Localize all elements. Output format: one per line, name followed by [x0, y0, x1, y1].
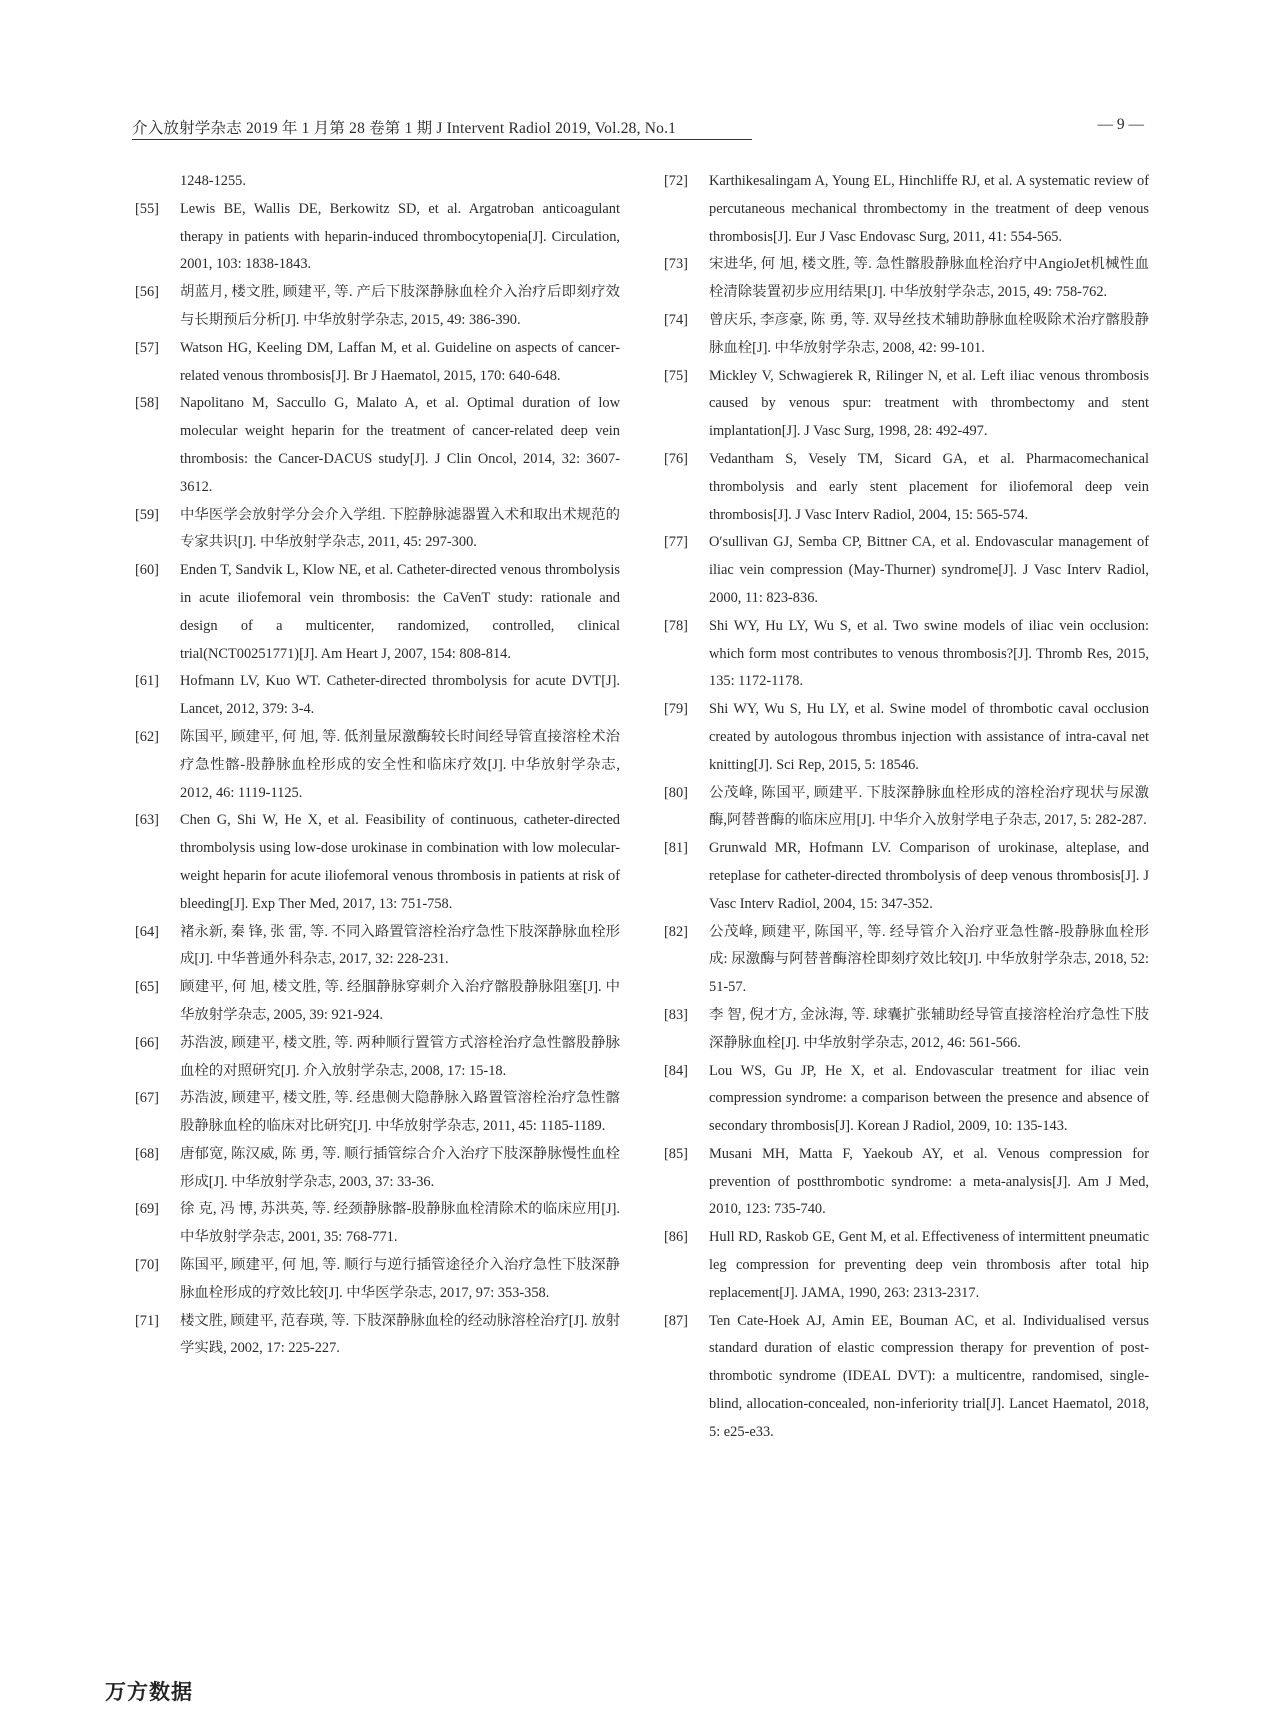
reference-number: [78]: [664, 617, 688, 634]
reference-number: [80]: [664, 784, 688, 801]
reference-number: [84]: [664, 1062, 688, 1079]
reference-number: [76]: [664, 450, 688, 467]
reference-item: [135, 919, 620, 975]
reference-text: 公茂峰, 陈国平, 顾建平. 下肢深静脉血栓形成的溶栓治疗现状与尿激酶,阿替普酶的临床应用[J]. 中华介入放射学电子杂志, 2017, 5: 282-287.: [709, 784, 1149, 829]
reference-item: [135, 1030, 620, 1086]
reference-text: Chen G, Shi W, He X, et al. Feasibility of continuous, catheter-directed thrombolysis using low-dose urokinase in combination with low molecular-weight heparin for acute iliofemoral venous thrombosis in patients at risk of bleeding[J]. Exp Ther Med, 2017, 13: 751-758.: [180, 812, 620, 912]
reference-item: [664, 780, 1149, 836]
reference-item: [135, 335, 620, 391]
reference-text: 胡蓝月, 楼文胜, 顾建平, 等. 产后下肢深静脉血栓介入治疗后即刻疗效与长期预后分析[J]. 中华放射学杂志, 2015, 49: 386-390.: [180, 284, 620, 328]
reference-number: [59]: [135, 506, 159, 523]
reference-number: [66]: [135, 1034, 159, 1051]
reference-text: Vedantham S, Vesely TM, Sicard GA, et al. Pharmacomechanical thrombolysis and early stent placement for iliofemoral deep vein thrombosis[J]. J Vasc Interv Radiol, 2004, 15: 565-574.: [709, 450, 1149, 523]
reference-item: [664, 1002, 1149, 1058]
reference-item: [135, 668, 620, 724]
reference-text: Enden T, Sandvik L, Klow NE, et al. Catheter-directed venous thrombolysis in acute iliofemoral vein thrombosis: the CaVenT study: rationale and design of a multicenter, randomized, controlled, clinical trial(NCT00251771)[J]. Am Heart J, 2007, 154: 808-814.: [180, 562, 620, 662]
reference-item: [135, 390, 620, 501]
right-reference-list: [664, 168, 1149, 1447]
reference-item: [135, 974, 620, 1030]
reference-number: [79]: [664, 701, 688, 718]
reference-number: [71]: [135, 1312, 159, 1329]
reference-number: [58]: [135, 395, 159, 412]
reference-text: 苏浩波, 顾建平, 楼文胜, 等. 经患侧大隐静脉入路置管溶栓治疗急性髂股静脉血栓的临床对比研究[J]. 中华放射学杂志, 2011, 45: 1185-1189.: [180, 1090, 620, 1135]
reference-text: 宋进华, 何 旭, 楼文胜, 等. 急性髂股静脉血栓治疗中AngioJet机械性血栓清除装置初步应用结果[J]. 中华放射学杂志, 2015, 49: 758-762.: [709, 256, 1149, 301]
reference-number: [85]: [664, 1145, 688, 1162]
reference-number: [60]: [135, 562, 159, 579]
reference-text: 中华医学会放射学分会介入学组. 下腔静脉滤器置入术和取出术规范的专家共识[J]. 中华放射学杂志, 2011, 45: 297-300.: [180, 506, 620, 551]
reference-text: Shi WY, Wu S, Hu LY, et al. Swine model of thrombotic caval occlusion created by autologous thrombus injection with assistance of intra-caval net knitting[J]. Sci Rep, 2015, 5: 18546.: [709, 701, 1149, 773]
reference-text: Lewis BE, Wallis DE, Berkowitz SD, et al. Argatroban anticoagulant therapy in patients with heparin-induced thrombocytopenia[J]. Circulation, 2001, 103: 1838-1843.: [180, 200, 620, 273]
reference-number: [55]: [135, 200, 159, 217]
reference-text: O′sullivan GJ, Semba CP, Bittner CA, et al. Endovascular management of iliac vein compression (May-Thurner) syndrome[J]. J Vasc Interv Radiol, 2000, 11: 823-836.: [709, 534, 1149, 606]
reference-item: [135, 807, 620, 918]
reference-number: [57]: [135, 339, 159, 356]
reference-number: [65]: [135, 979, 159, 996]
reference-text: 公茂峰, 顾建平, 陈国平, 等. 经导管介入治疗亚急性髂-股静脉血栓形成: 尿激酶与阿替普酶溶栓即刻疗效比较[J]. 中华放射学杂志, 2018, 52: 51-57.: [709, 923, 1149, 996]
reference-item: [135, 1196, 620, 1252]
page-number: — 9 —: [1097, 116, 1144, 133]
reference-number: [68]: [135, 1145, 159, 1162]
reference-number: [62]: [135, 728, 159, 745]
reference-text: Karthikesalingam A, Young EL, Hinchliffe RJ, et al. A systematic review of percutaneous mechanical thrombectomy in the treatment of deep venous thrombosis[J]. Eur J Vasc Endovasc Surg, 2011, 41: 554-565.: [709, 173, 1149, 245]
reference-number: [87]: [664, 1312, 688, 1329]
reference-number: [70]: [135, 1257, 159, 1274]
reference-item: [664, 529, 1149, 612]
reference-item: [664, 1141, 1149, 1224]
reference-text: Hofmann LV, Kuo WT. Catheter-directed thrombolysis for acute DVT[J]. Lancet, 2012, 379: 3-4.: [180, 673, 620, 718]
watermark-text: 万方数据: [105, 1680, 193, 1704]
reference-text: Musani MH, Matta F, Yaekoub AY, et al. Venous compression for prevention of postthrombotic syndrome: a meta-analysis[J]. Am J Med, 2010, 123: 735-740.: [709, 1145, 1149, 1218]
reference-number: [82]: [664, 923, 688, 940]
reference-text: Hull RD, Raskob GE, Gent M, et al. Effectiveness of intermittent pneumatic leg compression for preventing deep vein thrombosis after total hip replacement[J]. JAMA, 1990, 263: 2313-2317.: [709, 1229, 1149, 1301]
reference-item: [664, 1308, 1149, 1447]
reference-text: Napolitano M, Saccullo G, Malato A, et al. Optimal duration of low molecular weight heparin for the treatment of cancer-related deep vein thrombosis: the Cancer-DACUS study[J]. J Clin Oncol, 2014, 32: 3607-3612.: [180, 395, 620, 495]
reference-continuation: [135, 168, 620, 196]
left-reference-list: [135, 196, 620, 1363]
reference-number: [81]: [664, 840, 688, 857]
reference-item: [664, 1224, 1149, 1307]
reference-text: 陈国平, 顾建平, 何 旭, 等. 低剂量尿激酶较长时间经导管直接溶栓术治疗急性髂-股静脉血栓形成的安全性和临床疗效[J]. 中华放射学杂志, 2012, 46: 1119-1125.: [180, 728, 620, 801]
reference-number: [86]: [664, 1229, 688, 1246]
reference-text: 褚永新, 秦 锋, 张 雷, 等. 不同入路置管溶栓治疗急性下肢深静脉血栓形成[J]. 中华普通外科杂志, 2017, 32: 228-231.: [180, 923, 620, 968]
reference-number: [69]: [135, 1201, 159, 1218]
reference-item: [135, 196, 620, 279]
reference-item: [135, 502, 620, 558]
reference-item: [664, 251, 1149, 307]
reference-item: [664, 696, 1149, 779]
reference-item: [664, 1058, 1149, 1141]
reference-number: [75]: [664, 367, 688, 384]
reference-item: [135, 1141, 620, 1197]
reference-number: [63]: [135, 812, 159, 829]
reference-text: Shi WY, Hu LY, Wu S, et al. Two swine models of iliac vein occlusion: which form most contributes to venous thrombosis?[J]. Thromb Res, 2015, 135: 1172-1178.: [709, 617, 1149, 690]
reference-number: [77]: [664, 534, 688, 551]
reference-item: [664, 835, 1149, 918]
reference-item: [135, 279, 620, 335]
reference-item: [664, 168, 1149, 251]
reference-text: Mickley V, Schwagierek R, Rilinger N, et al. Left iliac venous thrombosis caused by venous spur: treatment with thrombectomy and stent implantation[J]. J Vasc Surg, 1998, 28: 492-497.: [709, 367, 1149, 440]
reference-text: Lou WS, Gu JP, He X, et al. Endovascular treatment for iliac vein compression syndrome: a comparison between the presence and absence of secondary thrombosis[J]. Korean J Radiol, 2009, 10: 135-143.: [709, 1062, 1149, 1135]
reference-text: 唐郁宽, 陈汉威, 陈 勇, 等. 顺行插管综合介入治疗下肢深静脉慢性血栓形成[J]. 中华放射学杂志, 2003, 37: 33-36.: [180, 1145, 620, 1190]
reference-number: [61]: [135, 673, 159, 690]
reference-item: [664, 446, 1149, 529]
reference-number: [67]: [135, 1090, 159, 1107]
left-column: [135, 168, 620, 1363]
reference-text: 李 智, 倪才方, 金泳海, 等. 球囊扩张辅助经导管直接溶栓治疗急性下肢深静脉血栓[J]. 中华放射学杂志, 2012, 46: 561-566.: [709, 1006, 1149, 1051]
header-rule: [132, 139, 752, 140]
reference-text: 苏浩波, 顾建平, 楼文胜, 等. 两种顺行置管方式溶栓治疗急性髂股静脉血栓的对照研究[J]. 介入放射学杂志, 2008, 17: 15-18.: [180, 1034, 620, 1079]
reference-number: [83]: [664, 1006, 688, 1023]
running-header: [132, 116, 1144, 140]
reference-text: Grunwald MR, Hofmann LV. Comparison of urokinase, alteplase, and reteplase for catheter-directed thrombolysis of deep venous thrombosis[J]. J Vasc Interv Radiol, 2004, 15: 347-352.: [709, 840, 1149, 912]
reference-item: [135, 1252, 620, 1308]
reference-item: [135, 1308, 620, 1364]
reference-item: [135, 1085, 620, 1141]
reference-text: Watson HG, Keeling DM, Laffan M, et al. Guideline on aspects of cancer-related venous thrombosis[J]. Br J Haematol, 2015, 170: 640-648.: [180, 339, 620, 384]
reference-text: 曾庆乐, 李彦豪, 陈 勇, 等. 双导丝技术辅助静脉血栓吸除术治疗髂股静脉血栓[J]. 中华放射学杂志, 2008, 42: 99-101.: [709, 311, 1149, 356]
reference-number: [56]: [135, 284, 159, 301]
reference-number: [64]: [135, 923, 159, 940]
reference-text: 顾建平, 何 旭, 楼文胜, 等. 经腘静脉穿刺介入治疗髂股静脉阻塞[J]. 中华放射学杂志, 2005, 39: 921-924.: [180, 979, 620, 1023]
reference-number: [73]: [664, 256, 688, 273]
reference-item: [135, 724, 620, 807]
reference-text: 陈国平, 顾建平, 何 旭, 等. 顺行与逆行插管途径介入治疗急性下肢深静脉血栓形成的疗效比较[J]. 中华医学杂志, 2017, 97: 353-358.: [180, 1257, 620, 1301]
reference-item: [664, 919, 1149, 1002]
reference-text: 徐 克, 冯 博, 苏洪英, 等. 经颈静脉髂-股静脉血栓清除术的临床应用[J]. 中华放射学杂志, 2001, 35: 768-771.: [180, 1201, 620, 1246]
reference-number: [74]: [664, 311, 688, 328]
reference-item: [664, 307, 1149, 363]
reference-item: [664, 363, 1149, 446]
reference-text: 1248-1255.: [180, 173, 246, 189]
journal-info: 介入放射学杂志 2019 年 1 月第 28 卷第 1 期 J Intervent Radiol 2019, Vol.28, No.1: [132, 120, 677, 137]
reference-item: [135, 557, 620, 668]
reference-number: [72]: [664, 173, 688, 189]
reference-item: [664, 613, 1149, 696]
reference-text: Ten Cate-Hoek AJ, Amin EE, Bouman AC, et al. Individualised versus standard duration of elastic compression therapy for prevention of post-thrombotic syndrome (IDEAL DVT): a multicentre, randomised, single-blind, allocation-concealed, non-inferiority trial[J]. Lancet Haematol, 2018, 5: e25-e33.: [709, 1312, 1149, 1440]
right-column: [664, 168, 1149, 1447]
reference-text: 楼文胜, 顾建平, 范春瑛, 等. 下肢深静脉血栓的经动脉溶栓治疗[J]. 放射学实践, 2002, 17: 225-227.: [180, 1312, 620, 1357]
